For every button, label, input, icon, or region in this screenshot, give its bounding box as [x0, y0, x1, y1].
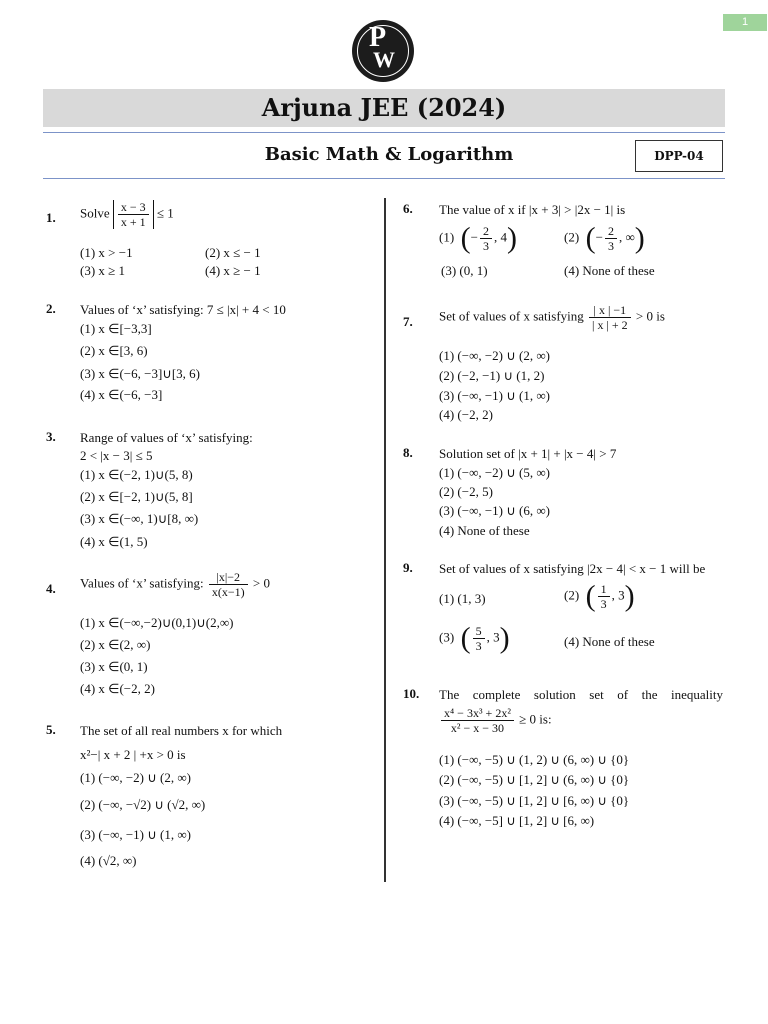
option: (2) (−∞, −5) ∪ [1, 2] ∪ (6, ∞) ∪ {0}: [439, 772, 630, 787]
option: (4) (−∞, −5] ∪ [1, 2] ∪ [6, ∞): [439, 813, 595, 828]
option: (3) x ≥ 1: [80, 263, 126, 278]
question-text: Range of values of ‘x’ satisfying:: [80, 430, 253, 445]
option: (2) (−∞, −√2) ∪ (√2, ∞): [80, 797, 206, 812]
option: (1) (− $\frac{2}{3}$ , 4): [439, 221, 518, 255]
option: (3) (−∞, −5) ∪ [1, 2] ∪ [6, ∞) ∪ {0}: [439, 793, 630, 808]
option: (1) x ∈(−2, 1)∪(5, 8): [80, 467, 193, 482]
question-number: 9.: [403, 560, 413, 575]
question-number: 10.: [403, 686, 420, 701]
option: (1) x ∈(−∞,−2)∪(0,1)∪(2,∞): [80, 615, 234, 630]
question-number: 2.: [46, 301, 56, 316]
option: (3) (−∞, −1) ∪ (1, ∞): [80, 827, 191, 842]
option: (1) x ∈[−3,3]: [80, 321, 152, 336]
dpp-badge: DPP-04: [635, 140, 723, 172]
question-number: 6.: [403, 201, 413, 216]
question-text: The value of x if |x + 3| > |2x − 1| is: [439, 202, 626, 217]
column-divider: [384, 198, 386, 882]
question-number: 1.: [46, 210, 56, 225]
option: (3) (−∞, −1) ∪ (1, ∞): [439, 388, 550, 403]
option: (2) x ∈(2, ∞): [80, 637, 151, 652]
option: (3) ( $\frac{5}{3}$ , 3): [439, 621, 510, 655]
question-text: 2 < |x − 3| ≤ 5: [80, 448, 153, 463]
question-text: The set of all real numbers x for which: [80, 723, 283, 738]
divider: [43, 178, 725, 179]
question-text: Solve $\frac{x - 3}{x + 1}$ ≤ 1: [80, 200, 174, 229]
option: (2) ( $\frac{1}{3}$ , 3): [564, 579, 635, 613]
option: (4) None of these: [439, 523, 530, 538]
option: (2) (− $\frac{2}{3}$ , ∞): [564, 221, 645, 255]
question-number: 5.: [46, 722, 56, 737]
option: (1) (−∞, −2) ∪ (2, ∞): [80, 770, 191, 785]
option: (3) x ∈(−6, −3]∪[3, 6): [80, 366, 200, 381]
option: (4) x ∈(−6, −3]: [80, 387, 163, 402]
question-number: 3.: [46, 429, 56, 444]
question-text: Solution set of |x + 1| + |x − 4| > 7: [439, 446, 617, 461]
option: (4) None of these: [564, 263, 655, 278]
option: (4) x ∈(1, 5): [80, 534, 148, 549]
option: (2) x ∈[3, 6): [80, 343, 148, 358]
question-text: Set of values of x satisfying $\frac{| x | -1}{| x | + 2}$ > 0 is: [439, 303, 665, 332]
option: (4) (−2, 2): [439, 407, 493, 422]
option: (2) (−2, −1) ∪ (1, 2): [439, 368, 545, 383]
option: (2) x ∈[−2, 1)∪(5, 8]: [80, 489, 193, 504]
option: (1) (1, 3): [439, 591, 486, 606]
option: (1) x > −1: [80, 245, 133, 260]
question-text: x²−| x + 2 | +x > 0 is: [80, 747, 186, 762]
option: (4) x ∈(−2, 2): [80, 681, 155, 696]
question-text: Values of ‘x’ satisfying: 7 ≤ |x| + 4 < 10: [80, 302, 286, 317]
option: (1) (−∞, −2) ∪ (2, ∞): [439, 348, 550, 363]
question-text: Set of values of x satisfying |2x − 4| < x − 1 will be: [439, 561, 706, 576]
option: (2) (−2, 5): [439, 484, 493, 499]
option: (4) x ≥ − 1: [205, 263, 261, 278]
divider: [43, 132, 725, 133]
option: (3) (−∞, −1) ∪ (6, ∞): [439, 503, 550, 518]
page-title: Arjuna JEE (2024): [43, 89, 725, 127]
option: (1) (−∞, −2) ∪ (5, ∞): [439, 465, 550, 480]
question-number: 8.: [403, 445, 413, 460]
option: (1) (−∞, −5) ∪ (1, 2) ∪ (6, ∞) ∪ {0}: [439, 752, 630, 767]
pw-logo: P W: [352, 20, 414, 82]
page-number: 1: [723, 14, 767, 31]
question-text: The complete solution set of the inequality: [439, 687, 723, 702]
option: (4) (√2, ∞): [80, 853, 137, 868]
option: (3) x ∈(0, 1): [80, 659, 148, 674]
option: (3) x ∈(−∞, 1)∪[8, ∞): [80, 511, 199, 526]
question-text: $\frac{\text{x⁴ − 3x³ + 2x²}}{\text{x² − x − 30}}$ ≥ 0 is:: [439, 706, 552, 735]
option: (2) x ≤ − 1: [205, 245, 261, 260]
question-number: 4.: [46, 581, 56, 596]
option: (4) None of these: [564, 634, 655, 649]
question-text: Values of ‘x’ satisfying: $\frac{|x|-2}{x(x-1)}$ > 0: [80, 570, 270, 599]
option: (3) (0, 1): [441, 263, 488, 278]
question-number: 7.: [403, 314, 413, 329]
subtitle: Basic Math & Logarithm: [264, 144, 514, 165]
